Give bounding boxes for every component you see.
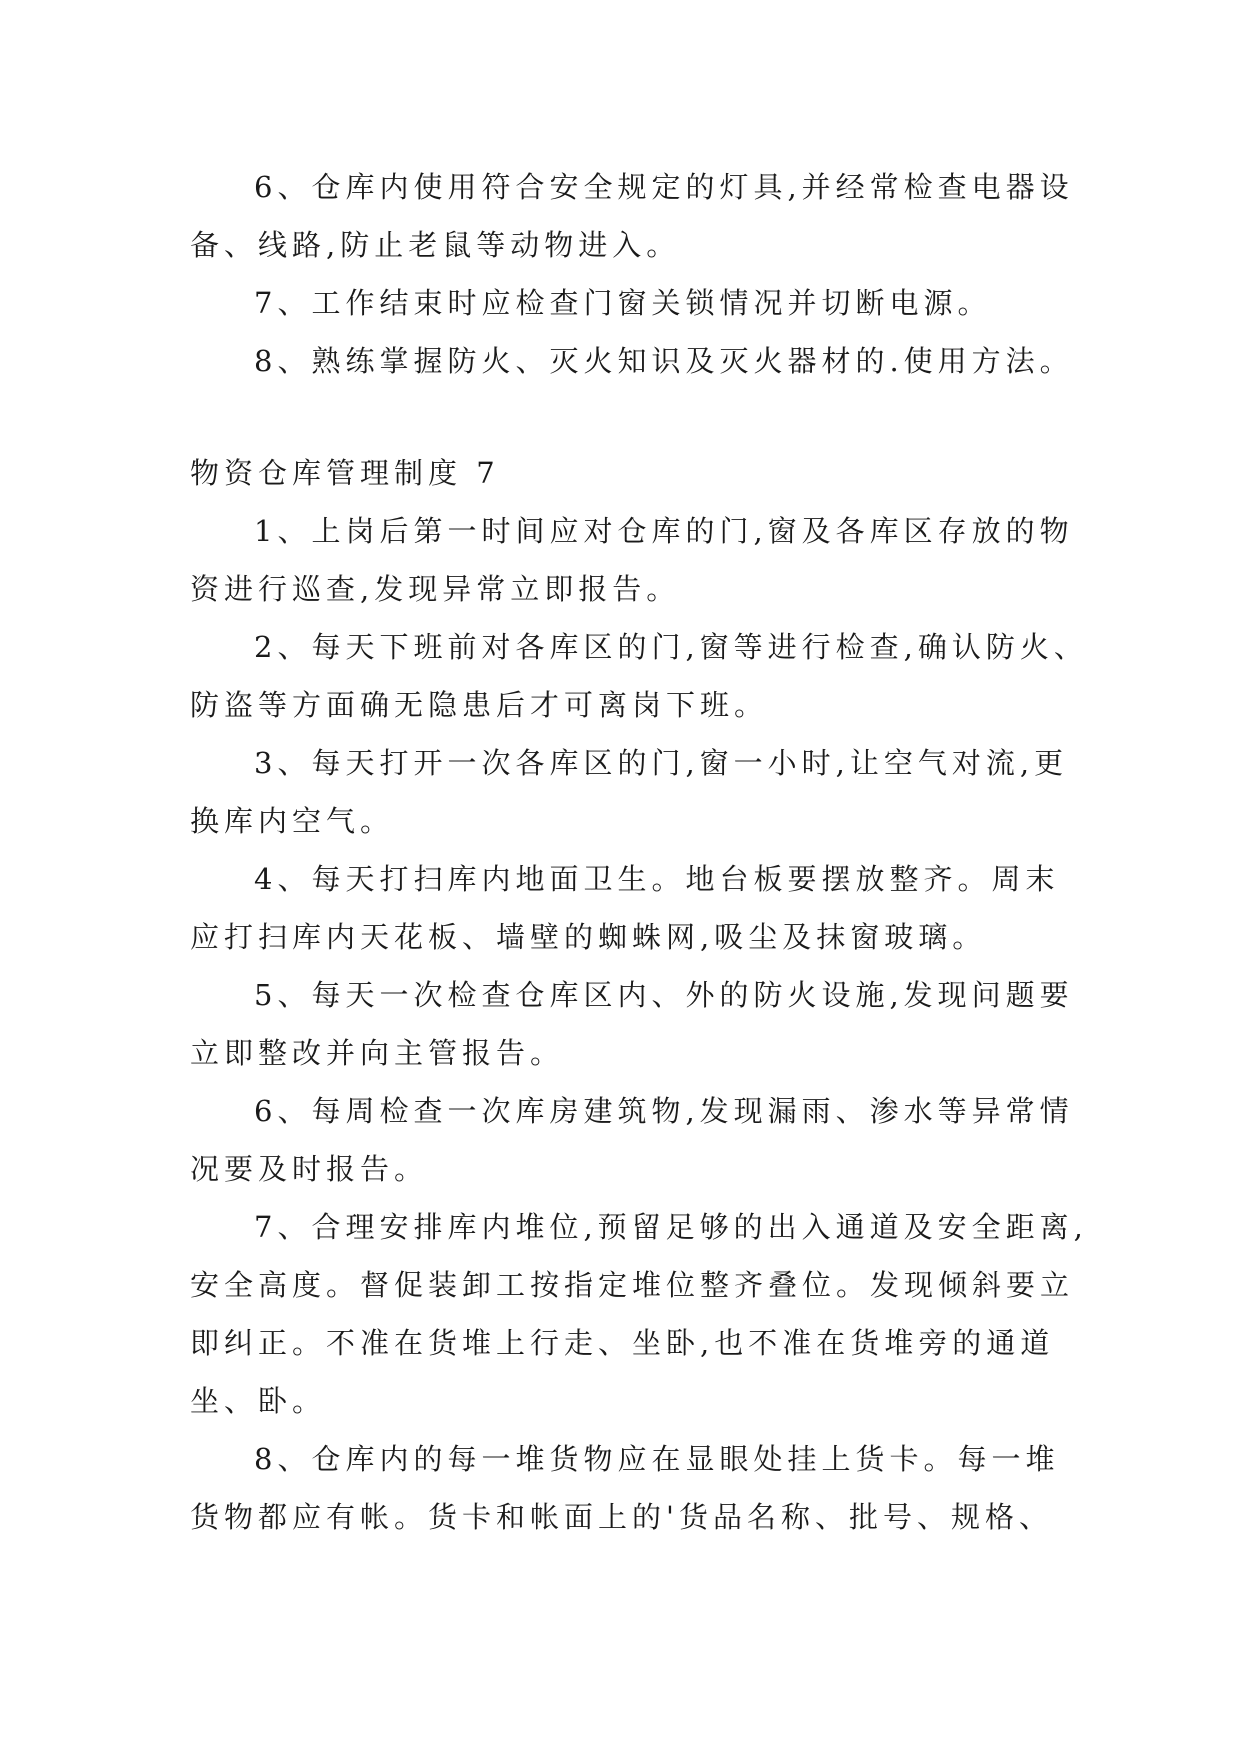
item-3: [190, 734, 1069, 850]
item-line: 立即整改并向主管报告。: [190, 1036, 565, 1070]
item-line: 4、每天打扫库内地面卫生。地台板要摆放整齐。周末: [254, 862, 1060, 896]
item-2: [190, 618, 1088, 734]
paragraph-line: 8、熟练掌握防火、灭火知识及灭火器材的.使用方法。: [254, 344, 1074, 378]
section-items: [190, 502, 1088, 1546]
item-line: 1、上岗后第一时间应对仓库的门,窗及各库区存放的物: [254, 514, 1074, 548]
item-line: 换库内空气。: [190, 804, 395, 838]
item-line: 防盗等方面确无隐患后才可离岗下班。: [190, 688, 769, 722]
item-6: [190, 1082, 1074, 1198]
item-line: 2、每天下班前对各库区的门,窗等进行检查,确认防火、: [254, 630, 1088, 664]
item-line: 况要及时报告。: [190, 1152, 429, 1186]
item-4: [190, 850, 1060, 966]
paragraph-line: 7、工作结束时应检查门窗关锁情况并切断电源。: [254, 286, 992, 320]
item-line: 7、合理安排库内堆位,预留足够的出入通道及安全距离,: [254, 1210, 1088, 1244]
item-7: [190, 1198, 1088, 1430]
item-line: 安全高度。督促装卸工按指定堆位整齐叠位。发现倾斜要立: [190, 1268, 1075, 1302]
item-line: 8、仓库内的每一堆货物应在显眼处挂上货卡。每一堆: [254, 1442, 1060, 1476]
item-line: 坐、卧。: [190, 1384, 327, 1418]
paragraph-line: 备、线路,防止老鼠等动物进入。: [190, 228, 681, 262]
paragraph-line: 6、仓库内使用符合安全规定的灯具,并经常检查电器设: [254, 170, 1074, 204]
section-spacer: [190, 390, 1060, 444]
paragraph-8: [190, 332, 1074, 390]
item-8: [190, 1430, 1060, 1546]
paragraph-6: [190, 158, 1074, 274]
previous-section: [190, 158, 1074, 390]
item-line: 5、每天一次检查仓库区内、外的防火设施,发现问题要: [254, 978, 1074, 1012]
item-5: [190, 966, 1074, 1082]
item-line: 6、每周检查一次库房建筑物,发现漏雨、渗水等异常情: [254, 1094, 1074, 1128]
document-page: [190, 158, 1088, 1546]
section-title: 物资仓库管理制度 7: [190, 456, 500, 490]
item-line: 应打扫库内天花板、墙壁的蜘蛛网,吸尘及抹窗玻璃。: [190, 920, 987, 954]
item-1: [190, 502, 1074, 618]
paragraph-7: [190, 274, 1060, 332]
item-line: 资进行巡查,发现异常立即报告。: [190, 572, 681, 606]
item-line: 即纠正。不准在货堆上行走、坐卧,也不准在货堆旁的通道: [190, 1326, 1055, 1360]
item-line: 货物都应有帐。货卡和帐面上的'货品名称、批号、规格、: [190, 1500, 1053, 1534]
item-line: 3、每天打开一次各库区的门,窗一小时,让空气对流,更: [254, 746, 1069, 780]
